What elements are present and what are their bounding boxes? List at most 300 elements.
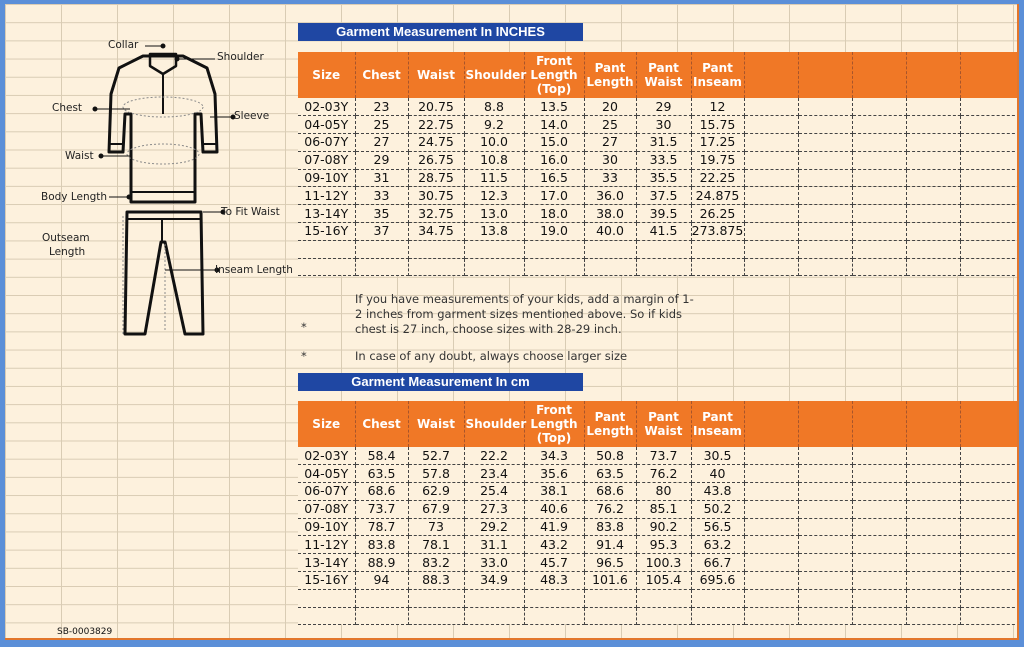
inches-header-chest: Chest [355, 52, 408, 98]
empty-cell [852, 465, 906, 483]
empty-cell [798, 187, 852, 205]
cm-cell: 33.0 [464, 554, 524, 572]
inches-header-size: Size [298, 52, 355, 98]
empty-cell [906, 554, 960, 572]
inches-cell: 39.5 [636, 205, 691, 223]
label-waist: Waist [65, 150, 94, 162]
empty-cell [906, 500, 960, 518]
empty-cell [798, 205, 852, 223]
cm-cell: 63.5 [584, 465, 636, 483]
inches-cell: 07-08Y [298, 151, 355, 169]
cm-cell: 78.1 [408, 536, 464, 554]
inches-row [298, 223, 1019, 241]
cm-table-body [298, 447, 1019, 625]
empty-cell [355, 607, 408, 625]
inches-header-waist: Waist [408, 52, 464, 98]
inches-cell: 19.0 [524, 223, 584, 241]
inches-cell: 13.0 [464, 205, 524, 223]
cm-cell: 30.5 [691, 447, 744, 465]
empty-cell [298, 589, 355, 607]
cm-cell: 13-14Y [298, 554, 355, 572]
cm-header-pant-length: Pant Length [584, 401, 636, 447]
header-blank [852, 401, 906, 447]
empty-cell [906, 607, 960, 625]
cm-row [298, 500, 1019, 518]
inches-row [298, 116, 1019, 134]
empty-cell [636, 589, 691, 607]
cm-cell: 105.4 [636, 572, 691, 590]
label-chest: Chest [52, 102, 83, 114]
empty-cell [744, 536, 798, 554]
empty-cell [798, 607, 852, 625]
empty-cell [798, 589, 852, 607]
inches-cell: 37.5 [636, 187, 691, 205]
inches-cell: 35 [355, 205, 408, 223]
empty-cell [960, 98, 1019, 116]
inches-cell: 26.75 [408, 151, 464, 169]
inches-cell: 28.75 [408, 169, 464, 187]
inches-row [298, 205, 1019, 223]
empty-cell [744, 465, 798, 483]
empty-cell [355, 240, 408, 258]
empty-cell [798, 518, 852, 536]
empty-cell [744, 134, 798, 152]
cm-cell: 50.8 [584, 447, 636, 465]
empty-cell [691, 240, 744, 258]
inches-cell: 20.75 [408, 98, 464, 116]
inches-cell: 30.75 [408, 187, 464, 205]
empty-cell [408, 589, 464, 607]
empty-cell [524, 240, 584, 258]
empty-cell [798, 240, 852, 258]
cm-cell: 76.2 [636, 465, 691, 483]
cm-cell: 73.7 [636, 447, 691, 465]
spreadsheet-sheet [5, 4, 1019, 640]
cm-cell: 88.9 [355, 554, 408, 572]
inches-cell: 34.75 [408, 223, 464, 241]
inches-cell: 31.5 [636, 134, 691, 152]
header-blank [852, 52, 906, 98]
header-blank [798, 401, 852, 447]
inches-cell: 16.0 [524, 151, 584, 169]
empty-cell [852, 169, 906, 187]
empty-cell [960, 589, 1019, 607]
cm-header-size: Size [298, 401, 355, 447]
empty-cell [906, 151, 960, 169]
cm-header-pant-inseam: Pant Inseam [691, 401, 744, 447]
cm-cell: 80 [636, 483, 691, 501]
empty-cell [960, 223, 1019, 241]
inches-cell: 15.75 [691, 116, 744, 134]
cm-cell: 23.4 [464, 465, 524, 483]
empty-cell [744, 447, 798, 465]
cm-cell: 38.1 [524, 483, 584, 501]
empty-cell [852, 483, 906, 501]
empty-cell [798, 483, 852, 501]
cm-cell: 73.7 [355, 500, 408, 518]
inches-cell: 12.3 [464, 187, 524, 205]
inches-cell: 10.0 [464, 134, 524, 152]
inches-cell: 15.0 [524, 134, 584, 152]
empty-cell [906, 518, 960, 536]
empty-cell [584, 240, 636, 258]
empty-cell [798, 447, 852, 465]
inches-cell: 33.5 [636, 151, 691, 169]
cm-cell: 85.1 [636, 500, 691, 518]
cm-cell: 43.2 [524, 536, 584, 554]
label-shoulder: Shoulder [217, 51, 264, 63]
inches-cell: 16.5 [524, 169, 584, 187]
empty-cell [960, 465, 1019, 483]
empty-cell [852, 205, 906, 223]
empty-cell [906, 169, 960, 187]
cm-cell: 22.2 [464, 447, 524, 465]
inches-cell: 8.8 [464, 98, 524, 116]
inches-cell: 27 [355, 134, 408, 152]
cm-row [298, 483, 1019, 501]
empty-cell [798, 223, 852, 241]
cm-cell: 48.3 [524, 572, 584, 590]
empty-row [298, 258, 1019, 276]
cm-cell: 50.2 [691, 500, 744, 518]
empty-cell [852, 447, 906, 465]
empty-cell [852, 187, 906, 205]
cm-cell: 25.4 [464, 483, 524, 501]
empty-cell [744, 240, 798, 258]
notes-section [298, 289, 698, 369]
header-blank [744, 52, 798, 98]
empty-cell [744, 116, 798, 134]
cm-cell: 76.2 [584, 500, 636, 518]
inches-cell: 17.0 [524, 187, 584, 205]
header-blank [960, 401, 1019, 447]
inches-cell: 29 [355, 151, 408, 169]
empty-cell [524, 607, 584, 625]
cm-header-pant-waist: Pant Waist [636, 401, 691, 447]
inches-table-title: Garment Measurement In INCHES [298, 23, 583, 41]
empty-cell [960, 205, 1019, 223]
inches-cell: 22.25 [691, 169, 744, 187]
empty-cell [355, 589, 408, 607]
cm-row [298, 536, 1019, 554]
inches-row [298, 187, 1019, 205]
empty-cell [298, 607, 355, 625]
note-choose-larger: In case of any doubt, always choose larger size [355, 349, 628, 363]
empty-cell [798, 116, 852, 134]
empty-cell [960, 240, 1019, 258]
inches-cell: 33 [584, 169, 636, 187]
cm-cell: 73 [408, 518, 464, 536]
empty-cell [584, 607, 636, 625]
cm-cell: 68.6 [584, 483, 636, 501]
inches-cell: 13.5 [524, 98, 584, 116]
empty-cell [798, 572, 852, 590]
empty-row [298, 589, 1019, 607]
inches-cell: 22.75 [408, 116, 464, 134]
cm-cell: 62.9 [408, 483, 464, 501]
inches-row [298, 169, 1019, 187]
cm-cell: 56.5 [691, 518, 744, 536]
inches-row [298, 98, 1019, 116]
empty-cell [906, 465, 960, 483]
cm-row [298, 447, 1019, 465]
empty-cell [960, 483, 1019, 501]
cm-cell: 11-12Y [298, 536, 355, 554]
empty-cell [798, 151, 852, 169]
cm-cell: 63.2 [691, 536, 744, 554]
inches-header-row [298, 52, 1019, 98]
empty-cell [852, 572, 906, 590]
empty-cell [960, 500, 1019, 518]
inches-cell: 35.5 [636, 169, 691, 187]
empty-cell [744, 205, 798, 223]
inches-table-body [298, 98, 1019, 276]
empty-cell [960, 134, 1019, 152]
empty-cell [960, 607, 1019, 625]
cm-cell: 63.5 [355, 465, 408, 483]
inches-row [298, 134, 1019, 152]
empty-cell [798, 465, 852, 483]
cm-cell: 57.8 [408, 465, 464, 483]
cm-cell: 27.3 [464, 500, 524, 518]
inches-cell: 32.75 [408, 205, 464, 223]
cm-cell: 34.9 [464, 572, 524, 590]
inches-cell: 273.875 [691, 223, 744, 239]
empty-cell [744, 518, 798, 536]
inches-header-shoulder: Shoulder [464, 52, 524, 98]
inches-cell: 24.875 [691, 187, 744, 205]
cm-header-shoulder: Shoulder [464, 401, 524, 447]
empty-cell [906, 258, 960, 276]
empty-cell [744, 187, 798, 205]
inches-cell: 30 [584, 151, 636, 169]
cm-cell: 40 [691, 465, 744, 483]
empty-cell [636, 258, 691, 276]
empty-cell [355, 258, 408, 276]
empty-cell [906, 447, 960, 465]
empty-cell [798, 98, 852, 116]
empty-cell [960, 116, 1019, 134]
empty-cell [960, 151, 1019, 169]
cm-cell: 58.4 [355, 447, 408, 465]
cm-table-title: Garment Measurement In cm [298, 373, 583, 391]
empty-cell [906, 536, 960, 554]
inches-header-pant-waist: Pant Waist [636, 52, 691, 98]
cm-row [298, 518, 1019, 536]
inches-cell: 37 [355, 223, 408, 241]
inches-cell: 17.25 [691, 134, 744, 152]
label-collar: Collar [108, 39, 139, 51]
inches-cell: 38.0 [584, 205, 636, 223]
inches-cell: 24.75 [408, 134, 464, 152]
cm-header-waist: Waist [408, 401, 464, 447]
cm-cell: 35.6 [524, 465, 584, 483]
garment-diagram [5, 4, 297, 364]
empty-cell [464, 607, 524, 625]
cm-cell: 91.4 [584, 536, 636, 554]
empty-cell [464, 240, 524, 258]
cm-cell: 29.2 [464, 518, 524, 536]
cm-cell: 83.8 [355, 536, 408, 554]
empty-cell [960, 258, 1019, 276]
inches-cell: 14.0 [524, 116, 584, 134]
inches-cell: 13-14Y [298, 205, 355, 223]
inches-cell: 11-12Y [298, 187, 355, 205]
empty-cell [798, 536, 852, 554]
empty-cell [798, 554, 852, 572]
empty-cell [464, 258, 524, 276]
inches-cell: 02-03Y [298, 98, 355, 116]
inches-header-pant-length: Pant Length [584, 52, 636, 98]
label-body-length: Body Length [41, 191, 108, 203]
empty-cell [584, 258, 636, 276]
label-inseam-length: Inseam Length [215, 264, 293, 276]
empty-cell [744, 589, 798, 607]
empty-cell [744, 554, 798, 572]
cm-cell: 15-16Y [298, 572, 355, 590]
empty-cell [798, 134, 852, 152]
empty-cell [852, 500, 906, 518]
inches-measurement-table [298, 52, 1019, 276]
empty-cell [524, 589, 584, 607]
empty-cell [852, 240, 906, 258]
inches-cell: 26.25 [691, 205, 744, 223]
empty-cell [906, 187, 960, 205]
note-margin-advice: If you have measurements of your kids, add a margin of 1-2 inches from garment sizes mentioned above. So if kids chest is 27 inch, choose sizes with 28-29 inch. [355, 292, 694, 336]
cm-cell: 95.3 [636, 536, 691, 554]
empty-cell [744, 223, 798, 241]
note-bullet: * [301, 320, 307, 334]
label-outseam: Outseam [42, 232, 90, 244]
cm-measurement-table [298, 401, 1019, 625]
inches-cell: 36.0 [584, 187, 636, 205]
note-bullet: * [301, 349, 307, 363]
inches-header-front-length: Front Length (Top) [524, 52, 584, 98]
header-blank [906, 52, 960, 98]
cm-header-row [298, 401, 1019, 447]
empty-cell [408, 607, 464, 625]
inches-cell: 10.8 [464, 151, 524, 169]
inches-row [298, 151, 1019, 169]
cm-row [298, 465, 1019, 483]
cm-cell: 88.3 [408, 572, 464, 590]
inches-cell: 40.0 [584, 223, 636, 241]
empty-row [298, 240, 1019, 258]
inches-cell: 11.5 [464, 169, 524, 187]
empty-cell [906, 98, 960, 116]
empty-cell [906, 223, 960, 241]
cm-cell: 52.7 [408, 447, 464, 465]
empty-cell [852, 134, 906, 152]
empty-cell [960, 169, 1019, 187]
empty-cell [852, 589, 906, 607]
empty-cell [744, 483, 798, 501]
inches-cell: 27 [584, 134, 636, 152]
cm-header-chest: Chest [355, 401, 408, 447]
inches-cell: 18.0 [524, 205, 584, 223]
empty-cell [852, 518, 906, 536]
empty-cell [584, 589, 636, 607]
cm-cell: 43.8 [691, 483, 744, 501]
empty-cell [408, 258, 464, 276]
empty-cell [906, 205, 960, 223]
inches-cell: 15-16Y [298, 223, 355, 241]
empty-cell [798, 169, 852, 187]
inches-cell: 29 [636, 98, 691, 116]
header-blank [906, 401, 960, 447]
empty-cell [464, 589, 524, 607]
cm-cell: 78.7 [355, 518, 408, 536]
cm-cell: 66.7 [691, 554, 744, 572]
empty-cell [298, 258, 355, 276]
cm-cell: 83.8 [584, 518, 636, 536]
sku-code: SB-0003829 [57, 627, 113, 637]
cm-cell: 67.9 [408, 500, 464, 518]
empty-cell [960, 536, 1019, 554]
empty-cell [636, 240, 691, 258]
empty-cell [691, 607, 744, 625]
empty-cell [852, 258, 906, 276]
inches-cell: 41.5 [636, 223, 691, 241]
cm-row [298, 554, 1019, 572]
empty-cell [906, 483, 960, 501]
inches-cell: 31 [355, 169, 408, 187]
empty-cell [906, 116, 960, 134]
cm-cell: 100.3 [636, 554, 691, 572]
empty-cell [744, 607, 798, 625]
cm-row [298, 572, 1019, 590]
empty-cell [852, 554, 906, 572]
cm-cell: 02-03Y [298, 447, 355, 465]
empty-cell [906, 134, 960, 152]
empty-cell [744, 169, 798, 187]
cm-cell: 101.6 [584, 572, 636, 590]
cm-cell: 68.6 [355, 483, 408, 501]
inches-cell: 13.8 [464, 223, 524, 241]
inches-cell: 23 [355, 98, 408, 116]
cm-cell: 83.2 [408, 554, 464, 572]
empty-cell [852, 116, 906, 134]
cm-cell: 695.6 [691, 572, 744, 590]
inches-cell: 19.75 [691, 151, 744, 169]
empty-cell [744, 98, 798, 116]
empty-cell [852, 536, 906, 554]
empty-cell [852, 607, 906, 625]
cm-cell: 40.6 [524, 500, 584, 518]
inches-header-pant-inseam: Pant Inseam [691, 52, 744, 98]
cm-cell: 07-08Y [298, 500, 355, 518]
empty-cell [852, 223, 906, 241]
empty-cell [798, 500, 852, 518]
inches-cell: 04-05Y [298, 116, 355, 134]
empty-row [298, 607, 1019, 625]
header-blank [798, 52, 852, 98]
empty-cell [636, 607, 691, 625]
empty-cell [960, 447, 1019, 465]
inches-cell: 25 [584, 116, 636, 134]
empty-cell [960, 554, 1019, 572]
cm-cell: 09-10Y [298, 518, 355, 536]
empty-cell [852, 151, 906, 169]
label-sleeve: Sleeve [234, 110, 270, 122]
inches-cell: 25 [355, 116, 408, 134]
empty-cell [906, 589, 960, 607]
empty-cell [744, 258, 798, 276]
empty-cell [691, 589, 744, 607]
empty-cell [960, 518, 1019, 536]
header-blank [960, 52, 1019, 98]
empty-cell [744, 500, 798, 518]
